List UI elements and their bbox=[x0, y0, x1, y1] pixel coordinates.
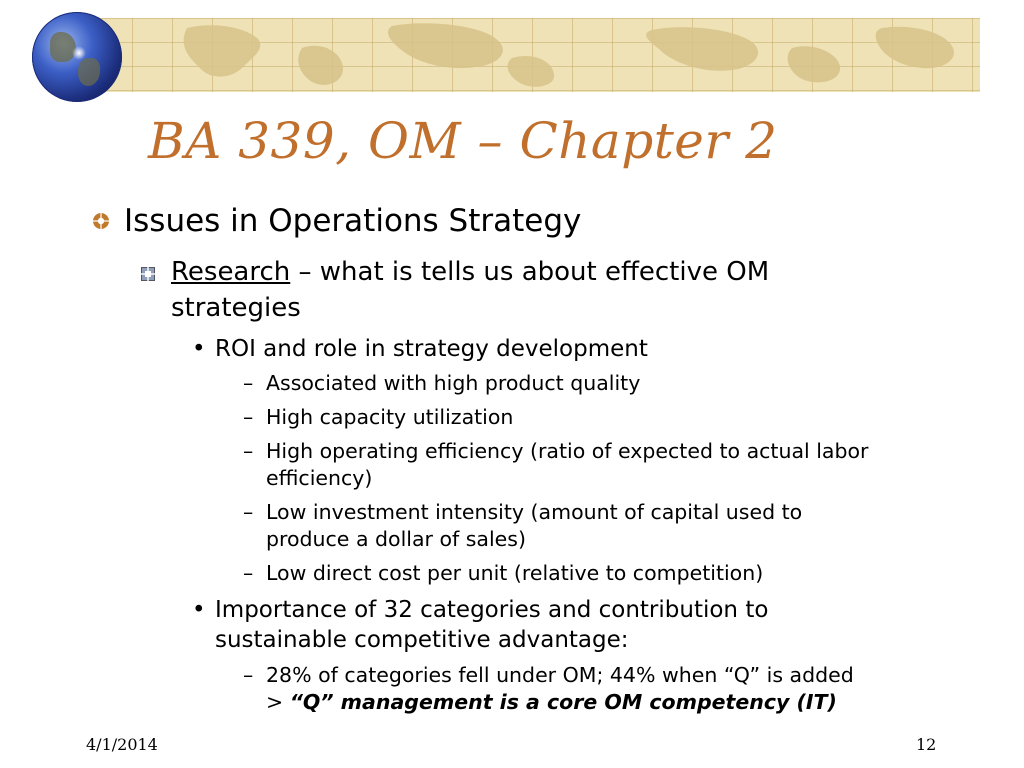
level1-item: Issues in Operations Strategy bbox=[124, 203, 582, 239]
world-map-banner bbox=[92, 18, 980, 92]
dash: – bbox=[243, 405, 254, 429]
level2-text: – what is tells us about effective OM bbox=[290, 257, 770, 287]
dash: – bbox=[243, 561, 254, 585]
dash: – bbox=[243, 663, 254, 687]
research-link-text: Research bbox=[171, 257, 291, 287]
importance-text-continued: sustainable competitive advantage: bbox=[215, 627, 629, 653]
level2-line2: strategies bbox=[171, 293, 301, 323]
roi-item: Low direct cost per unit (relative to competition) bbox=[266, 561, 764, 585]
roi-bullet: • bbox=[192, 336, 206, 362]
square-bullet-icon bbox=[141, 267, 155, 281]
roi-item: High operating efficiency (ratio of expected to actual labor bbox=[266, 439, 869, 463]
slide-number: 12 bbox=[916, 735, 937, 754]
roi-item: Low investment intensity (amount of capital used to bbox=[266, 500, 803, 524]
importance-text: Importance of 32 categories and contribution to bbox=[215, 597, 769, 623]
dash: – bbox=[243, 439, 254, 463]
dash: – bbox=[243, 371, 254, 395]
sun-bullet-icon bbox=[92, 212, 110, 230]
slide-title: BA 339, OM – Chapter 2 bbox=[148, 112, 778, 170]
arrow-prefix: > bbox=[266, 690, 290, 714]
roi-item-continued: produce a dollar of sales) bbox=[266, 527, 526, 551]
roi-text: ROI and role in strategy development bbox=[215, 336, 648, 362]
conclusion-emphasis: “Q” management is a core OM competency (IT) bbox=[289, 690, 837, 714]
finding-conclusion bbox=[266, 689, 837, 716]
roi-item: High capacity utilization bbox=[266, 405, 514, 429]
map-landmass-graphic bbox=[92, 18, 980, 92]
dash: – bbox=[243, 500, 254, 524]
roi-item: Associated with high product quality bbox=[266, 371, 641, 395]
roi-item-continued: efficiency) bbox=[266, 466, 373, 490]
footer-date: 4/1/2014 bbox=[86, 735, 158, 754]
importance-bullet: • bbox=[192, 597, 206, 623]
globe-logo-icon bbox=[32, 12, 122, 102]
level2-item bbox=[171, 256, 769, 288]
finding-text: 28% of categories fell under OM; 44% when “Q” is added bbox=[266, 663, 854, 687]
